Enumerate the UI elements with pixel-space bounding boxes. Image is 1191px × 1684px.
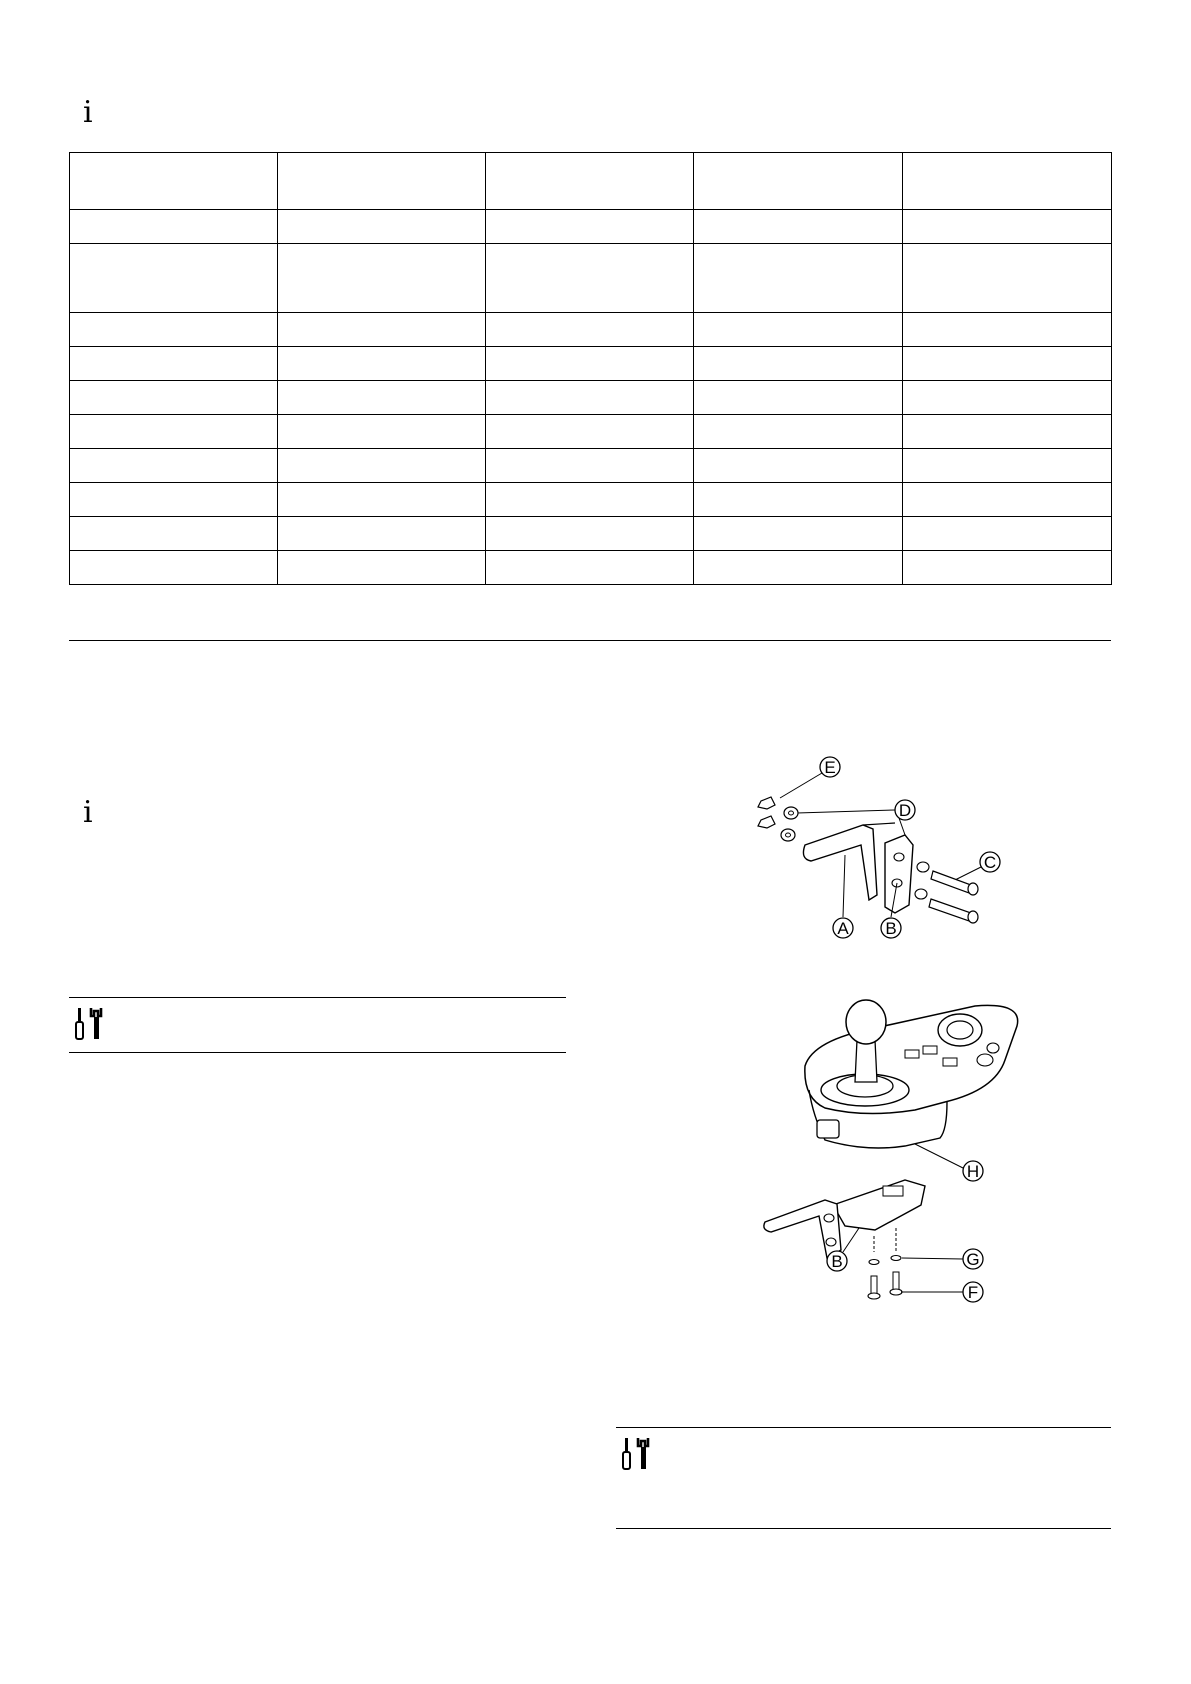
table-cell bbox=[903, 551, 1112, 585]
table-cell bbox=[486, 415, 694, 449]
tool-note-top-rule bbox=[69, 997, 566, 998]
table-cell bbox=[903, 381, 1112, 415]
table-cell bbox=[694, 244, 903, 313]
table-row bbox=[70, 347, 1112, 381]
table-row bbox=[70, 244, 1112, 313]
table-cell bbox=[278, 551, 486, 585]
table-cell bbox=[70, 551, 278, 585]
callout-c: C bbox=[983, 853, 997, 872]
table-cell bbox=[70, 517, 278, 551]
table-cell bbox=[486, 313, 694, 347]
table-cell bbox=[694, 551, 903, 585]
table-cell bbox=[70, 313, 278, 347]
table-cell bbox=[278, 244, 486, 313]
table-cell bbox=[70, 210, 278, 244]
table-row bbox=[70, 415, 1112, 449]
table-cell bbox=[70, 244, 278, 313]
table-cell bbox=[694, 381, 903, 415]
table-cell bbox=[486, 517, 694, 551]
table-cell bbox=[486, 381, 694, 415]
table-cell bbox=[903, 517, 1112, 551]
table-cell bbox=[903, 449, 1112, 483]
table-cell bbox=[278, 449, 486, 483]
table-cell bbox=[903, 483, 1112, 517]
table-row bbox=[70, 449, 1112, 483]
callout-g: G bbox=[966, 1250, 980, 1269]
table-cell bbox=[694, 449, 903, 483]
tool-note-top-rule-2 bbox=[616, 1427, 1111, 1428]
table-cell bbox=[278, 415, 486, 449]
table-cell bbox=[486, 483, 694, 517]
table-cell bbox=[486, 244, 694, 313]
table-row bbox=[70, 210, 1112, 244]
table-cell bbox=[903, 153, 1112, 210]
table-row bbox=[70, 551, 1112, 585]
table-cell bbox=[486, 153, 694, 210]
callout-a: A bbox=[837, 919, 849, 938]
table-cell bbox=[278, 153, 486, 210]
table-cell bbox=[694, 153, 903, 210]
specification-table bbox=[69, 152, 1112, 585]
info-icon: i bbox=[83, 95, 93, 130]
bracket-exploded-figure bbox=[745, 755, 1010, 945]
tool-note-bottom-rule-2 bbox=[616, 1528, 1111, 1529]
callout-d: D bbox=[898, 801, 912, 820]
callout-e: E bbox=[824, 758, 836, 777]
table-cell bbox=[70, 483, 278, 517]
table-cell bbox=[278, 313, 486, 347]
table-cell bbox=[278, 517, 486, 551]
table-row bbox=[70, 517, 1112, 551]
screwdriver-wrench-icon bbox=[620, 1436, 656, 1472]
table-cell bbox=[70, 153, 278, 210]
table-cell bbox=[694, 415, 903, 449]
callout-h: H bbox=[966, 1162, 980, 1181]
table-cell bbox=[70, 449, 278, 483]
table-cell bbox=[278, 210, 486, 244]
table-cell bbox=[694, 313, 903, 347]
table-cell bbox=[70, 415, 278, 449]
table-cell bbox=[278, 381, 486, 415]
tool-note-bottom-rule bbox=[69, 1052, 566, 1053]
table-cell bbox=[486, 210, 694, 244]
joystick-module-figure bbox=[755, 990, 1025, 1325]
table-cell bbox=[903, 415, 1112, 449]
table-row bbox=[70, 153, 1112, 210]
table-cell bbox=[903, 347, 1112, 381]
table-cell bbox=[694, 347, 903, 381]
table-cell bbox=[903, 210, 1112, 244]
section-divider bbox=[69, 640, 1111, 641]
callout-b2: B bbox=[831, 1252, 843, 1271]
table-cell bbox=[486, 347, 694, 381]
info-icon: i bbox=[83, 795, 93, 830]
callout-f: F bbox=[967, 1283, 979, 1302]
table-cell bbox=[486, 449, 694, 483]
table-row bbox=[70, 381, 1112, 415]
table-cell bbox=[70, 381, 278, 415]
callout-b: B bbox=[885, 919, 897, 938]
table-cell bbox=[70, 347, 278, 381]
table-cell bbox=[278, 347, 486, 381]
table-row bbox=[70, 483, 1112, 517]
screwdriver-wrench-icon bbox=[73, 1006, 109, 1042]
table-cell bbox=[903, 244, 1112, 313]
table-cell bbox=[694, 517, 903, 551]
table-row bbox=[70, 313, 1112, 347]
table-cell bbox=[694, 210, 903, 244]
table-cell bbox=[278, 483, 486, 517]
table-cell bbox=[486, 551, 694, 585]
table-cell bbox=[694, 483, 903, 517]
table-cell bbox=[903, 313, 1112, 347]
